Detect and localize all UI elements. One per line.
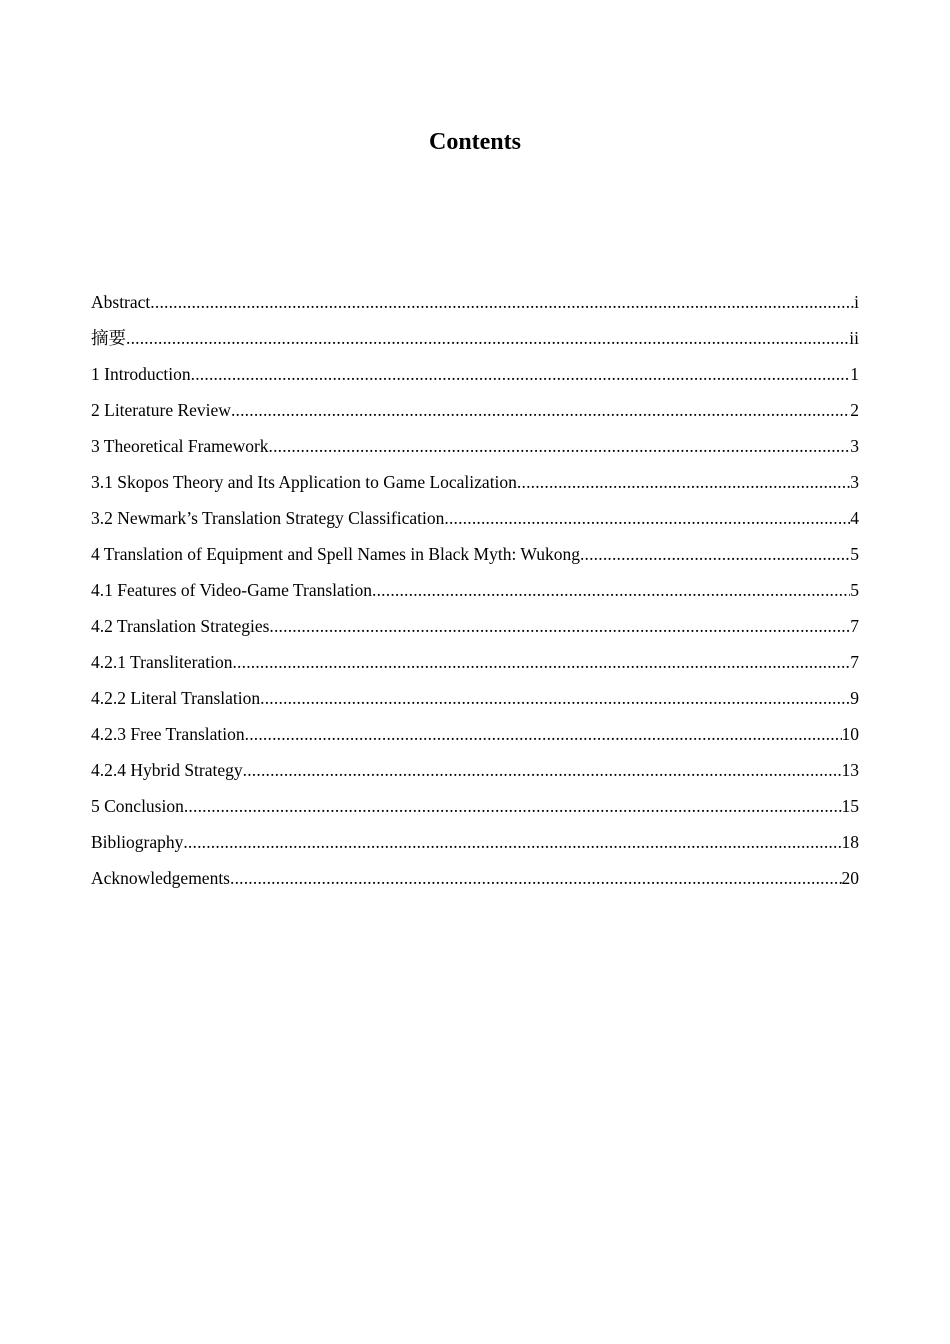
toc-entry-page-number: 20 [841,868,859,888]
toc-entry-page-number: 2 [850,400,859,420]
toc-entry-label: 2 Literature Review [91,400,231,420]
toc-entry-label: 摘要 [91,328,126,348]
toc-dot-leader [517,470,850,494]
toc-entry[interactable] [91,506,859,542]
toc-dot-leader [269,434,851,458]
toc-entry-label: 4.2.1 Transliteration [91,652,233,672]
toc-dot-leader [230,866,842,890]
toc-entry-page-number: 15 [841,796,859,816]
toc-entry-page-number: 10 [841,724,859,744]
toc-entry-label: 4.2.3 Free Translation [91,724,245,744]
toc-entry-label: 3 Theoretical Framework [91,436,269,456]
toc-entry-label: 1 Introduction [91,364,191,384]
toc-entry[interactable] [91,578,859,614]
toc-entry[interactable] [91,398,859,434]
toc-entry-page-number: 5 [850,580,859,600]
toc-dot-leader [444,506,850,530]
toc-entry[interactable] [91,650,859,686]
toc-dot-leader [191,362,851,386]
toc-dot-leader [580,542,850,566]
toc-entry-page-number: 7 [850,616,859,636]
toc-entry-label: 4.1 Features of Video-Game Translation [91,580,373,600]
toc-dot-leader [243,758,842,782]
toc-entry-page-number: 9 [850,688,859,708]
toc-entry-page-number: i [854,292,859,312]
toc-entry[interactable] [91,470,859,506]
toc-entry[interactable] [91,866,859,902]
toc-dot-leader [150,290,854,314]
toc-entry-label: Acknowledgements [91,868,230,888]
toc-entry-page-number: 3 [850,436,859,456]
toc-entry-page-number: 13 [841,760,859,780]
toc-dot-leader [126,326,849,350]
toc-entry[interactable] [91,686,859,722]
toc-entry[interactable] [91,758,859,794]
toc-entry[interactable] [91,326,859,362]
toc-dot-leader [183,830,841,854]
toc-dot-leader [245,722,842,746]
toc-entry-label: 4.2 Translation Strategies [91,616,270,636]
toc-entry-label: 5 Conclusion [91,796,184,816]
toc-entry[interactable] [91,794,859,830]
toc-entry-label: 3.2 Newmark’s Translation Strategy Classification [91,508,445,528]
toc-entry[interactable] [91,290,859,326]
table-of-contents [91,290,859,902]
toc-entry[interactable] [91,434,859,470]
toc-entry[interactable] [91,362,859,398]
toc-dot-leader [269,614,850,638]
toc-entry-label: Bibliography [91,832,184,852]
toc-entry-page-number: 1 [850,364,859,384]
page-title: Contents [428,129,521,155]
toc-entry[interactable] [91,614,859,650]
toc-entry-page-number: 5 [850,544,859,564]
toc-dot-leader [372,578,850,602]
toc-dot-leader [260,686,850,710]
toc-dot-leader [184,794,842,818]
toc-entry[interactable] [91,722,859,758]
toc-entry-page-number: 3 [850,472,859,492]
toc-entry-label: 3.1 Skopos Theory and Its Application to Game Localization [91,472,517,492]
toc-entry-page-number: ii [849,328,859,348]
toc-entry[interactable] [91,542,859,578]
toc-entry-label: 4 Translation of Equipment and Spell Names in Black Myth: Wukong [91,544,580,564]
toc-entry-page-number: 18 [841,832,859,852]
toc-entry-page-number: 7 [850,652,859,672]
toc-entry[interactable] [91,830,859,866]
toc-entry-label: Abstract [91,292,151,312]
toc-dot-leader [231,398,850,422]
toc-entry-label: 4.2.4 Hybrid Strategy [91,760,243,780]
toc-entry-page-number: 4 [850,508,859,528]
toc-entry-label: 4.2.2 Literal Translation [91,688,261,708]
toc-dot-leader [232,650,850,674]
